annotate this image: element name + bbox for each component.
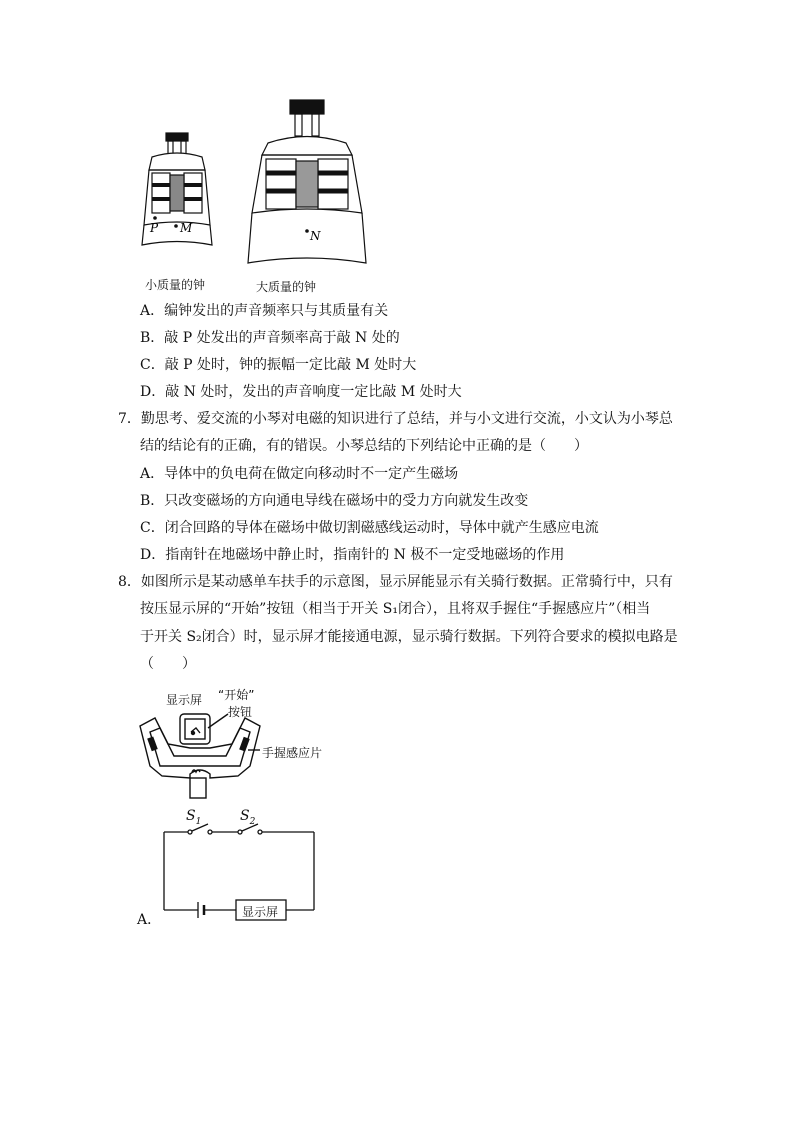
large-bell-illustration	[248, 100, 366, 263]
switch-s1-label: $S_1$	[186, 808, 202, 827]
switch-s2-label: $S_2$	[240, 808, 256, 827]
sensor-label: 手握感应片	[262, 746, 323, 760]
q7-stem-line2: 结的结论有的正确，有的错误。小琴总结的下列结论中正确的是（ ）	[140, 438, 588, 454]
start-button-label-line2: 按钮	[228, 705, 253, 719]
q8-stem-line1: 8．如图所示是某动感单车扶手的示意图，显示屏能显示有关骑行数据。正常骑行中，只有	[118, 574, 673, 590]
q7-option-a: A．导体中的负电荷在做定向移动时不一定产生磁场	[140, 466, 459, 482]
q7-stem-line1: 7．勤思考、爱交流的小琴对电磁的知识进行了总结，并与小文进行交流，小文认为小琴总	[118, 411, 673, 427]
large-bell-caption: 大质量的钟	[256, 280, 317, 294]
label-m: M	[180, 221, 193, 235]
bells-figure	[140, 95, 370, 270]
q6-option-b: B．敲 P 处发出的声音频率高于敲 N 处的	[140, 330, 400, 346]
q6-option-d: D．敲 N 处时，发出的声音响度一定比敲 M 处时大	[140, 384, 462, 400]
q6-option-a: A．编钟发出的声音频率只与其质量有关	[140, 303, 389, 319]
q8-stem-line4: （ ）	[140, 656, 196, 672]
label-p: P	[150, 221, 159, 235]
q6-option-c: C．敲 P 处时，钟的振幅一定比敲 M 处时大	[140, 357, 417, 373]
start-button-label-line1: “开始”	[218, 688, 255, 702]
q7-option-b: B．只改变磁场的方向通电导线在磁场中的受力方向就发生改变	[140, 493, 529, 509]
circuit-display-label: 显示屏	[242, 905, 279, 919]
q7-option-c: C．闭合回路的导体在磁场中做切割磁感线运动时，导体中就产生感应电流	[140, 520, 599, 536]
q7-option-d: D．指南针在地磁场中静止时，指南针的 N 极不一定受地磁场的作用	[140, 547, 565, 563]
small-bell-caption: 小质量的钟	[145, 278, 206, 292]
q8-stem-line2: 按压显示屏的“开始”按钮（相当于开关 S₁闭合），且将双手握住“手握感应片”（相当	[140, 601, 651, 617]
label-n: N	[310, 229, 321, 243]
q8-stem-line3: 于开关 S₂闭合）时，显示屏才能接通电源，显示骑行数据。下列符合要求的模拟电路是	[140, 629, 678, 645]
circuit-a-option-label: A．	[137, 912, 162, 928]
screen-label: 显示屏	[166, 693, 203, 707]
